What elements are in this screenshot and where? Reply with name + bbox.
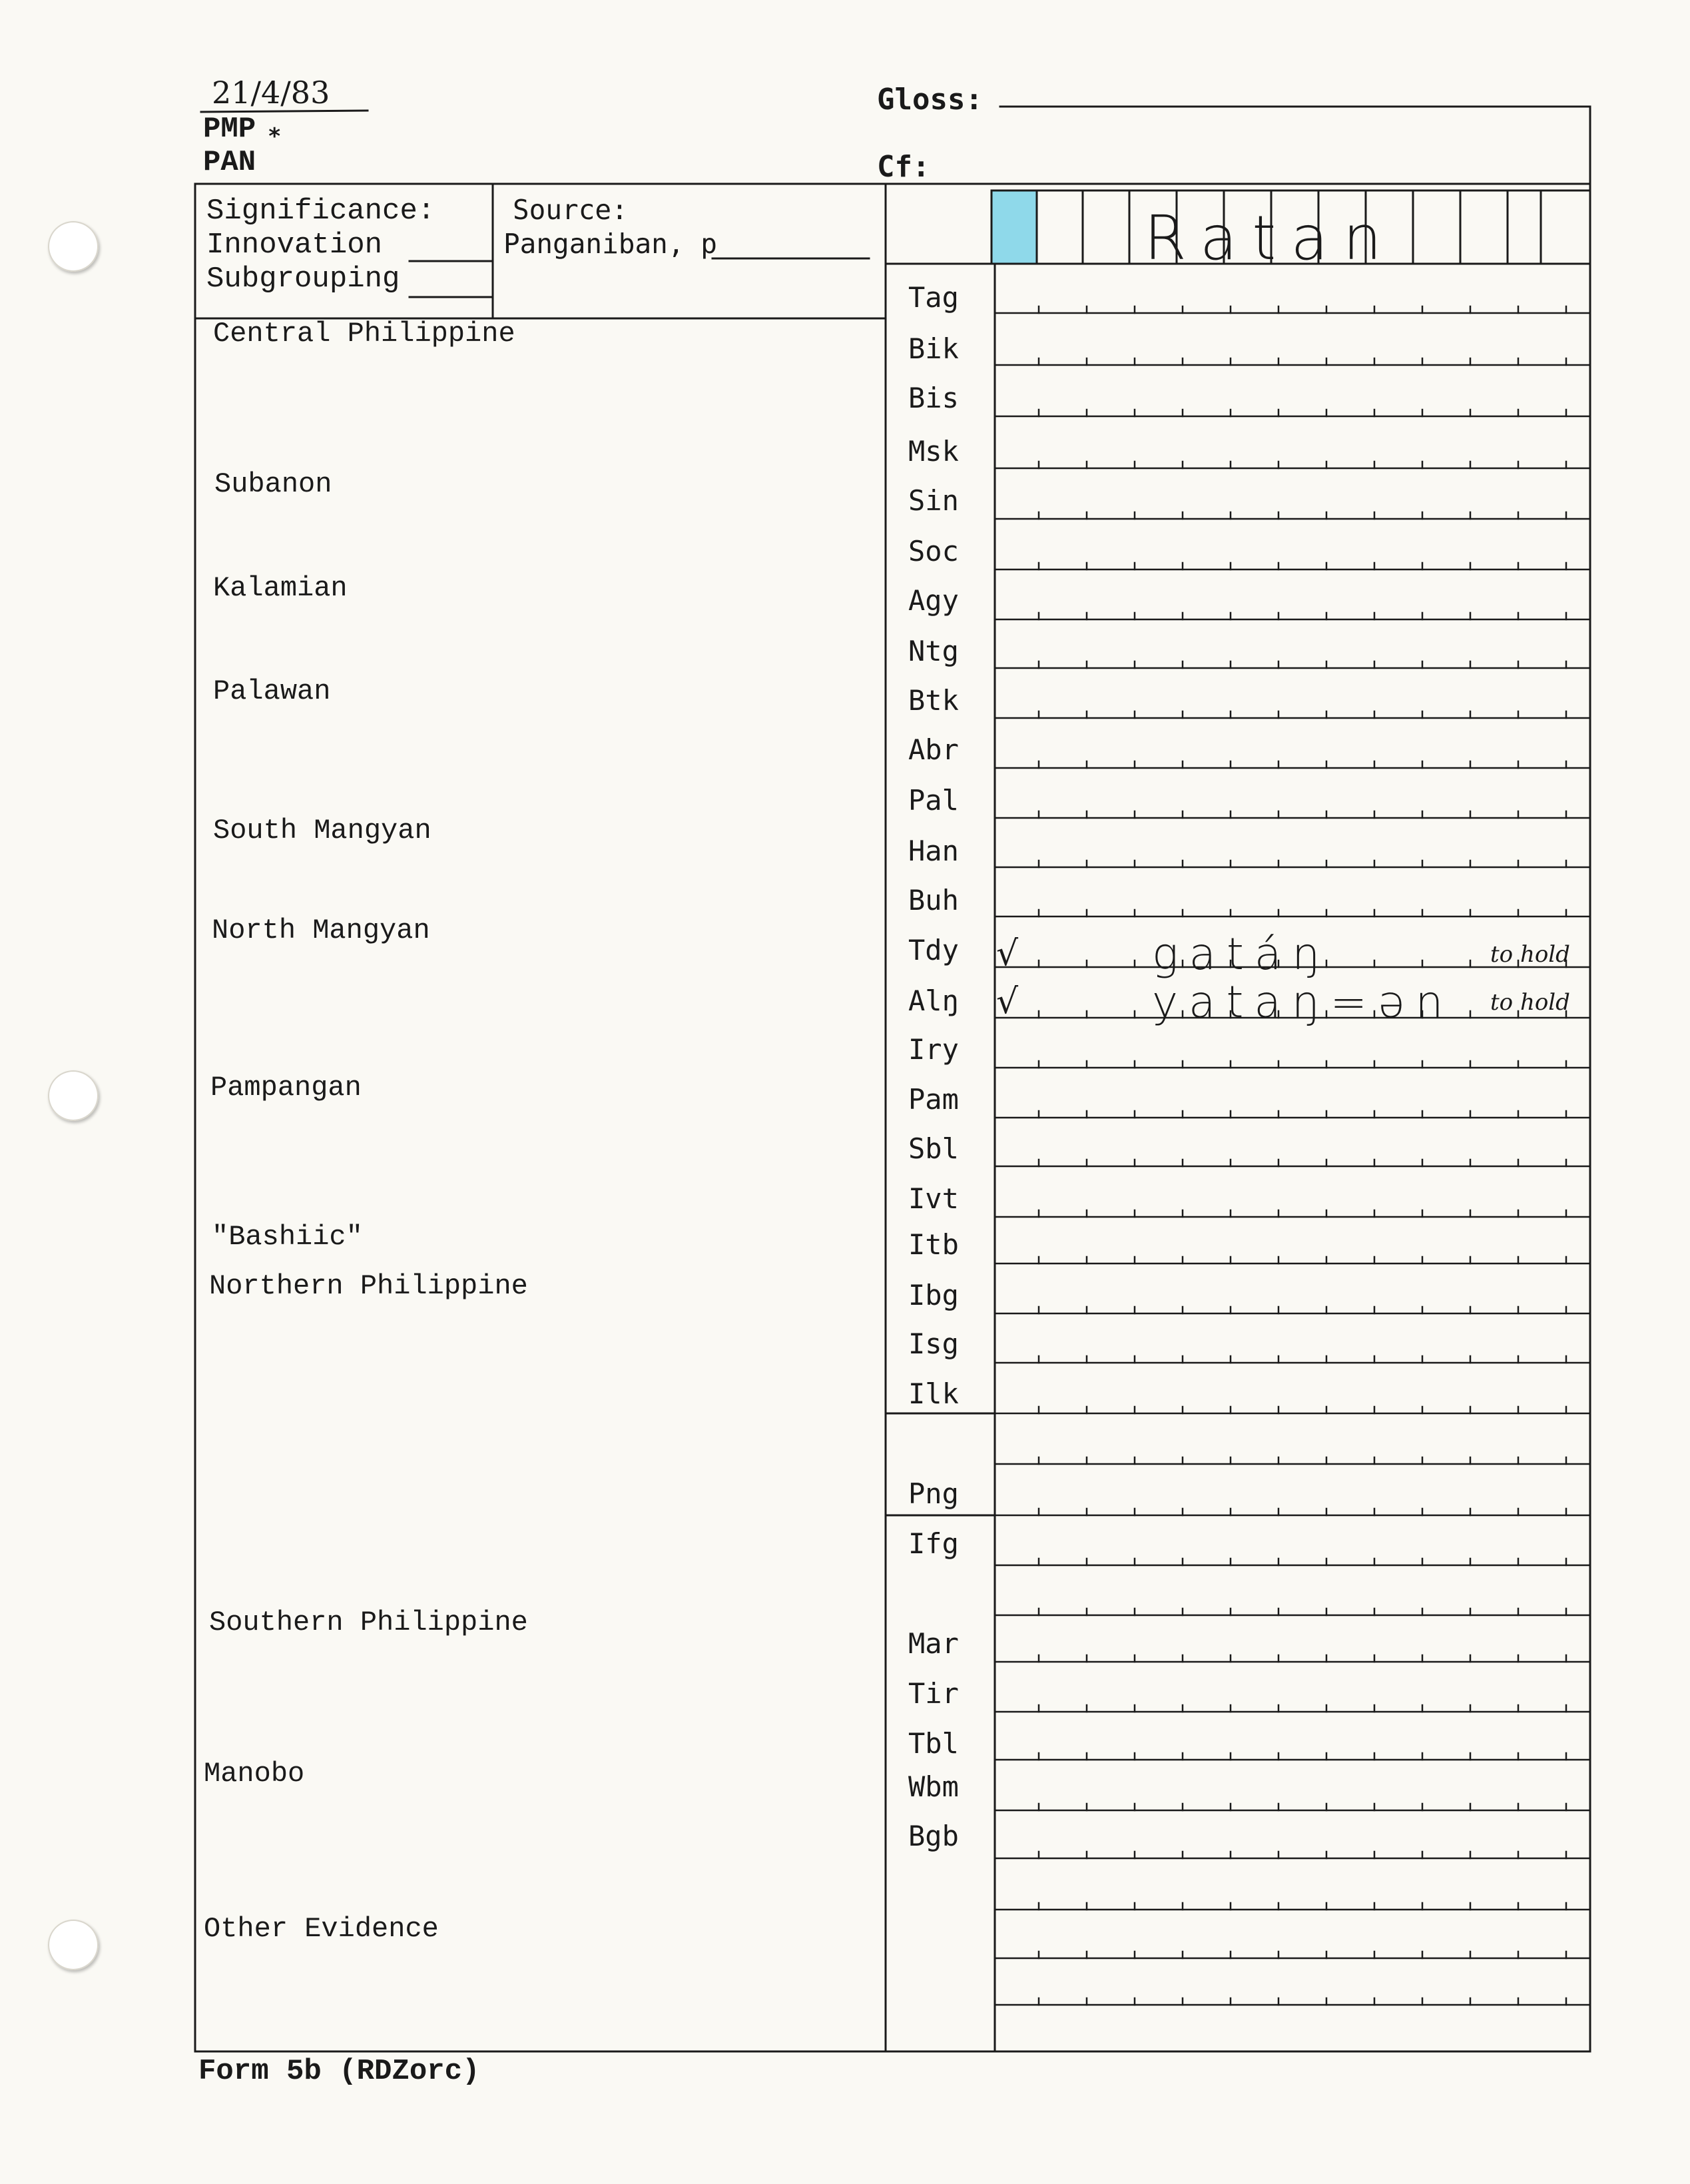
language-code: Han	[908, 835, 959, 867]
highlight-cell	[991, 190, 1037, 264]
cf-label: Cf:	[877, 150, 930, 184]
language-code: Alŋ	[908, 984, 959, 1017]
language-code: Ivt	[908, 1182, 959, 1215]
language-code: Agy	[908, 584, 959, 617]
language-code: Bis	[908, 382, 959, 414]
entry-gloss: to hold	[1490, 941, 1570, 968]
entry-check: √	[996, 982, 1019, 1022]
language-code: Png	[908, 1477, 959, 1510]
group-name: Manobo	[204, 1758, 305, 1790]
language-code: Wbm	[908, 1770, 959, 1803]
group-name: Subanon	[214, 468, 332, 500]
language-code: Tdy	[908, 934, 959, 966]
language-code: Pam	[908, 1083, 959, 1116]
language-code: Msk	[908, 435, 959, 468]
form-lines	[195, 107, 1590, 2051]
language-code: Ibg	[908, 1279, 959, 1311]
language-code: Ifg	[908, 1527, 959, 1560]
source-label: Source:	[513, 194, 628, 226]
language-code: Tbl	[908, 1727, 959, 1760]
subgrouping-label: Subgrouping	[206, 262, 400, 296]
language-code: Sbl	[908, 1132, 959, 1165]
group-name: North Mangyan	[212, 914, 430, 946]
form-footer: Form 5b (RDZorc)	[198, 2055, 480, 2088]
group-name: Central Philippine	[213, 318, 515, 350]
group-name: Palawan	[213, 675, 331, 707]
source-value: Panganiban, p	[503, 228, 717, 260]
language-code: Isg	[908, 1327, 959, 1360]
group-name: Pampangan	[210, 1072, 362, 1104]
innovation-label: Innovation	[206, 228, 383, 262]
language-code: Iry	[908, 1033, 959, 1066]
language-code: Tag	[908, 281, 959, 314]
entry-form: yataŋ=ən	[1152, 976, 1454, 1028]
language-code: Itb	[908, 1228, 959, 1261]
language-code: Pal	[908, 784, 959, 817]
language-code: Ntg	[908, 635, 959, 667]
language-code: Ilk	[908, 1377, 959, 1410]
group-name: Other Evidence	[204, 1913, 439, 1945]
date-underline	[201, 111, 368, 112]
reconstruction-form: Ratan	[1144, 202, 1397, 274]
language-code: Soc	[908, 535, 959, 567]
language-code: Buh	[908, 884, 959, 916]
entry-gloss: to hold	[1490, 989, 1570, 1016]
date-stamp: 21/4/83	[212, 75, 330, 111]
language-code: Bgb	[908, 1820, 959, 1852]
language-code: Sin	[908, 484, 959, 517]
significance-title: Significance:	[206, 194, 435, 228]
group-name: Southern Philippine	[209, 1607, 528, 1638]
pmp-asterisk: *	[268, 123, 282, 150]
entry-check: √	[996, 934, 1019, 974]
language-code: Bik	[908, 332, 959, 365]
language-code: Tir	[908, 1677, 959, 1710]
gloss-label: Gloss:	[877, 83, 983, 117]
group-name: "Bashiic"	[212, 1221, 363, 1253]
pmp-label: PMP	[203, 113, 256, 146]
language-code: Mar	[908, 1627, 959, 1660]
entry-form: gatáŋ	[1152, 928, 1331, 980]
group-name: Kalamian	[213, 572, 348, 604]
pan-label: PAN	[203, 146, 256, 179]
language-code: Btk	[908, 684, 959, 717]
group-name: Northern Philippine	[209, 1270, 528, 1302]
language-code: Abr	[908, 733, 959, 766]
group-name: South Mangyan	[213, 815, 431, 847]
